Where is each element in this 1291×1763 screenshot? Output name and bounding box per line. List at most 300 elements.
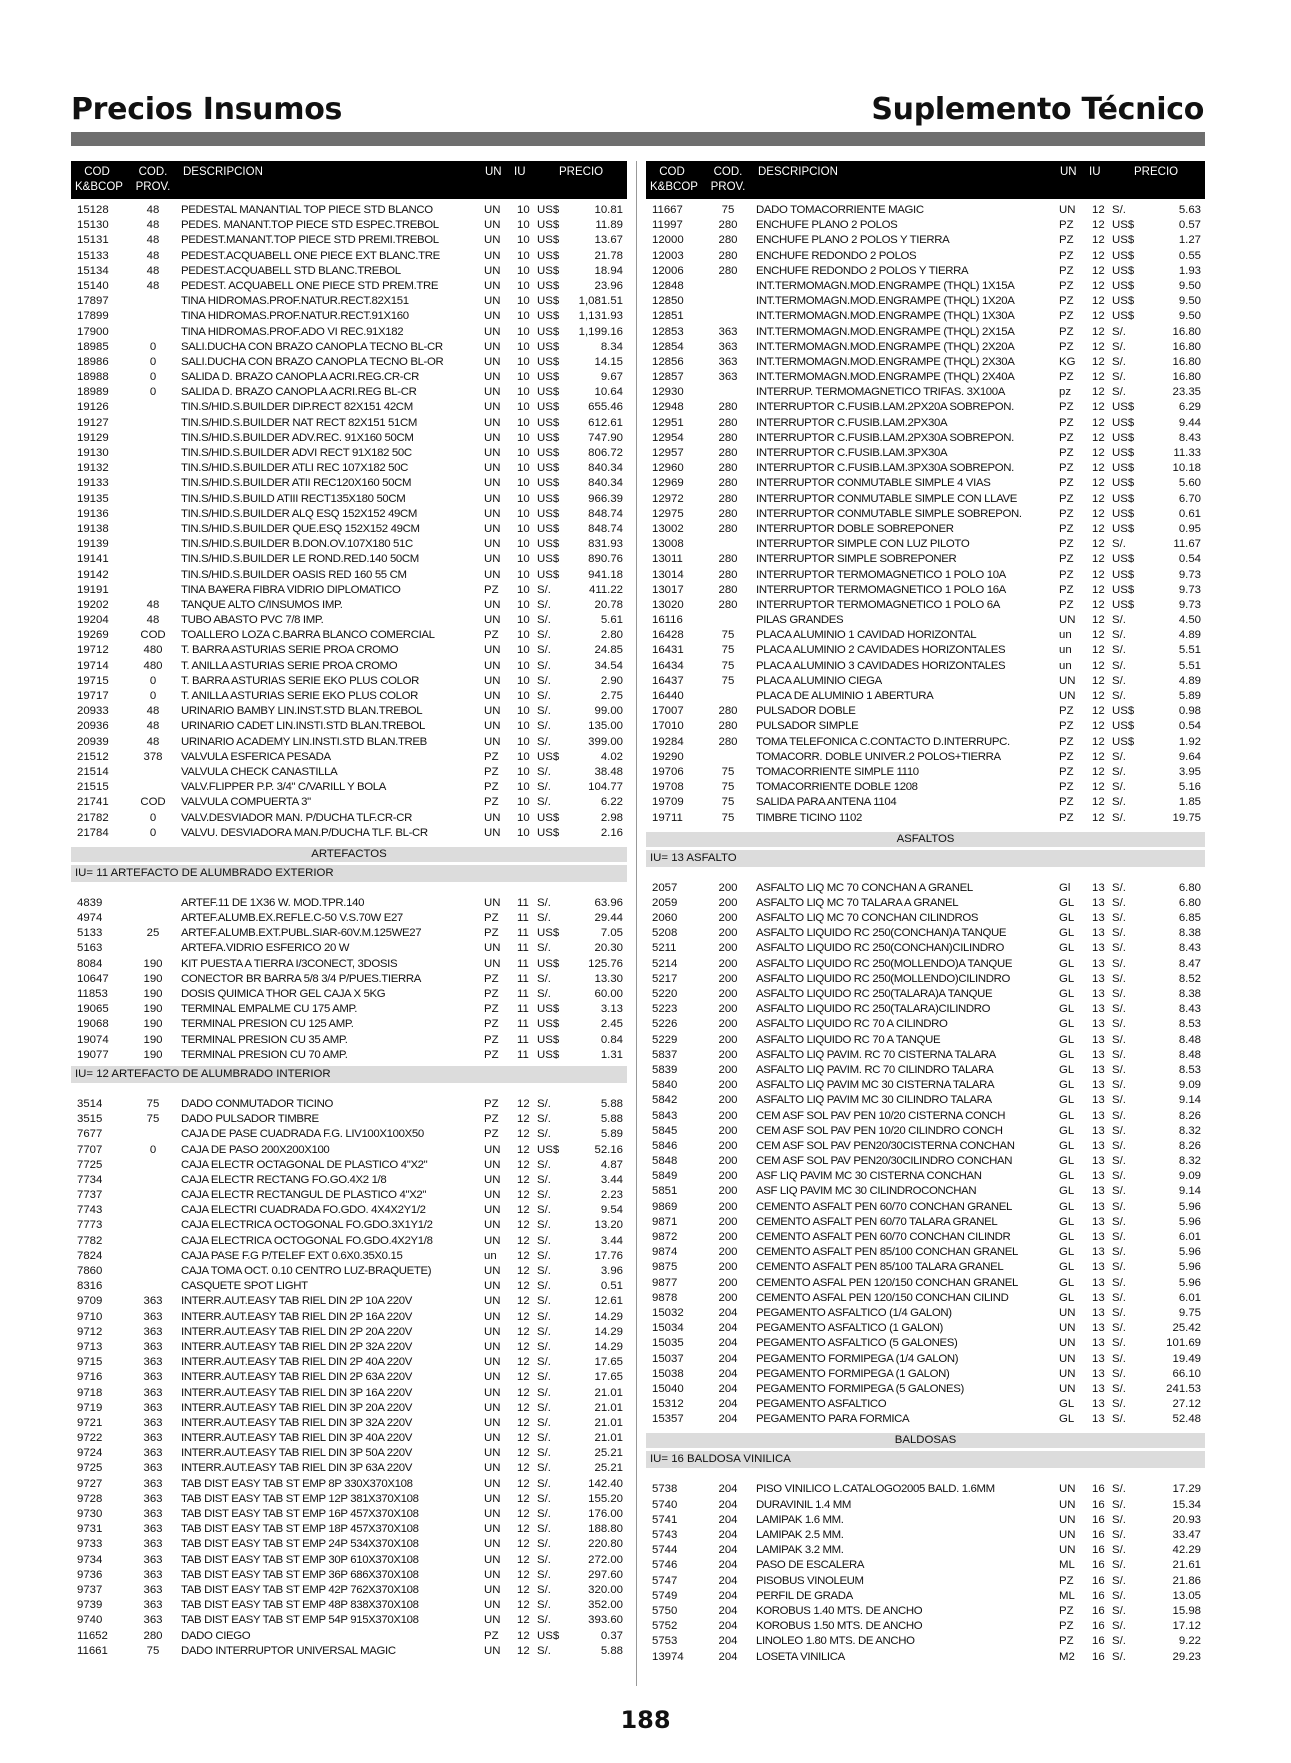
- table-row: [646, 674, 1205, 689]
- currency: US$: [537, 507, 560, 520]
- item-description: CAJA ELECTRICA OCTOGONAL FO.GDO.4X2Y1/8: [181, 1234, 433, 1247]
- item-code: 5839: [652, 1063, 678, 1076]
- provider-code: 363: [718, 340, 738, 353]
- iu-code: 10: [517, 325, 530, 338]
- iu-code: 16: [1092, 1483, 1105, 1496]
- table-row: [71, 218, 627, 233]
- price: 241.53: [1166, 1382, 1201, 1395]
- currency: S/.: [537, 972, 551, 985]
- iu-code: 10: [517, 735, 530, 748]
- iu-code: 12: [517, 1462, 530, 1475]
- iu-code: 13: [1092, 1048, 1105, 1061]
- header-iu: IU: [1089, 166, 1101, 178]
- price: 20.93: [1172, 1513, 1201, 1526]
- currency: US$: [537, 310, 560, 323]
- table-row: [71, 826, 627, 841]
- currency: US$: [1112, 462, 1135, 475]
- currency: S/.: [1112, 1094, 1126, 1107]
- unit: GL: [1059, 1200, 1075, 1213]
- item-description: INTERR.AUT.EASY TAB RIEL DIN 2P 20A 220V: [181, 1325, 413, 1338]
- iu-code: 10: [517, 614, 530, 627]
- unit: UN: [484, 614, 501, 627]
- item-code: 15128: [77, 204, 109, 216]
- unit: PZ: [1059, 401, 1074, 414]
- provider-code: 363: [718, 355, 738, 368]
- price: 3.44: [600, 1234, 623, 1247]
- price: 8.48: [1178, 1033, 1201, 1046]
- provider-code: 280: [718, 401, 738, 414]
- currency: S/.: [1112, 1650, 1126, 1663]
- table-row: [71, 1492, 627, 1507]
- provider-code: 363: [143, 1462, 163, 1475]
- price: 7.05: [600, 927, 623, 940]
- unit: Gl: [1059, 881, 1071, 894]
- item-description: TAB DIST EASY TAB ST EMP 12P 381X370X108: [181, 1492, 419, 1505]
- unit: PZ: [1059, 705, 1074, 718]
- item-description: INT.TERMOMAGN.MOD.ENGRAMPE (THQL) 2X20A: [756, 340, 1015, 353]
- iu-code: 13: [1092, 1109, 1105, 1122]
- subsection-heading: IU= 11 ARTEFACTO DE ALUMBRADO EXTERIOR: [71, 865, 627, 882]
- item-description: INT.TERMOMAGN.MOD.ENGRAMPE (THQL) 2X40A: [756, 371, 1015, 384]
- item-description: PEGAMENTO ASFALTICO (1/4 GALON): [756, 1306, 952, 1319]
- iu-code: 12: [517, 1189, 530, 1202]
- iu-code: 12: [517, 1340, 530, 1353]
- currency: S/.: [1112, 927, 1126, 940]
- iu-code: 12: [517, 1143, 530, 1156]
- item-code: 18986: [77, 355, 109, 368]
- item-code: 5223: [652, 1003, 678, 1016]
- table-row: [71, 1234, 627, 1249]
- iu-code: 12: [517, 1553, 530, 1566]
- table-row: [646, 1634, 1205, 1649]
- item-description: ASFALTO LIQUIDO RC 250(TALARA)CILINDRO: [756, 1003, 991, 1016]
- item-code: 7782: [77, 1234, 103, 1247]
- provider-code: 200: [718, 942, 738, 955]
- item-code: 4974: [77, 912, 103, 925]
- currency: S/.: [1112, 1215, 1126, 1228]
- unit: PZ: [1059, 568, 1074, 581]
- table-row: [71, 400, 627, 415]
- iu-code: 12: [1092, 204, 1105, 216]
- iu-code: 11: [517, 912, 529, 925]
- currency: S/.: [537, 583, 551, 596]
- price: 0.57: [1178, 219, 1201, 232]
- table-row: [71, 1143, 627, 1158]
- item-code: 15140: [77, 279, 109, 292]
- item-description: TAB DIST EASY TAB ST EMP 16P 457X370X108: [181, 1508, 419, 1520]
- currency: S/.: [537, 1158, 551, 1171]
- provider-code: 0: [149, 674, 157, 687]
- table-row: [646, 1367, 1205, 1382]
- item-description: PILAS GRANDES: [756, 614, 844, 627]
- item-description: TIN.S/HID.S.BUILDER ADV.REC. 91X160 50CM: [181, 431, 414, 444]
- provider-code: 204: [718, 1483, 738, 1496]
- unit: UN: [484, 431, 501, 444]
- item-code: 13014: [652, 568, 684, 581]
- iu-code: 16: [1092, 1604, 1105, 1617]
- price: 20.30: [594, 942, 623, 955]
- price: 17.12: [1172, 1620, 1201, 1633]
- item-description: TINA HIDROMAS.PROF.NATUR.RECT.91X160: [181, 310, 409, 323]
- unit: PZ: [1059, 1574, 1074, 1587]
- price: 5.89: [1178, 690, 1201, 702]
- price: 42.29: [1172, 1544, 1201, 1557]
- price: 6.80: [1178, 881, 1201, 894]
- iu-code: 10: [517, 538, 530, 551]
- item-description: PEDEST.MANANT.TOP PIECE STD PREMI.TREBOL: [181, 234, 439, 247]
- currency: US$: [537, 492, 560, 505]
- provider-code: 200: [718, 1124, 738, 1137]
- currency: S/.: [537, 1113, 551, 1126]
- provider-code: 0: [149, 371, 157, 384]
- item-code: 16431: [652, 644, 684, 657]
- item-code: 16440: [652, 690, 684, 702]
- item-description: PLACA ALUMINIO 2 CAVIDADES HORIZONTALES: [756, 644, 1006, 657]
- unit: UN: [484, 234, 501, 247]
- unit: UN: [1059, 1322, 1076, 1335]
- price: 21.01: [594, 1401, 623, 1414]
- iu-code: 12: [1092, 507, 1105, 520]
- item-code: 15038: [652, 1367, 684, 1380]
- table-row: [71, 1355, 627, 1370]
- price: 966.39: [588, 492, 623, 505]
- iu-code: 12: [517, 1492, 530, 1505]
- iu-code: 10: [517, 477, 530, 490]
- unit: UN: [484, 705, 501, 718]
- item-code: 5217: [652, 972, 678, 985]
- item-description: URINARIO BAMBY LIN.INST.STD BLAN.TREBOL: [181, 705, 423, 718]
- iu-code: 10: [517, 781, 530, 794]
- unit: PZ: [484, 972, 499, 985]
- header-cod: COD K&BCOP: [75, 166, 123, 193]
- item-description: PEGAMENTO ASFALTICO: [756, 1398, 887, 1411]
- table-row: [646, 1063, 1205, 1078]
- unit: UN: [1059, 690, 1076, 702]
- table-row: [646, 643, 1205, 658]
- provider-code: 75: [721, 204, 735, 216]
- item-description: INT.TERMOMAGN.MOD.ENGRAMPE (THQL) 1X15A: [756, 279, 1015, 292]
- table-row: [71, 476, 627, 491]
- iu-code: 10: [517, 568, 530, 581]
- unit: PZ: [1059, 249, 1074, 262]
- item-description: ASFALTO LIQUIDO RC 70 A CILINDRO: [756, 1018, 948, 1031]
- currency: S/.: [537, 1568, 551, 1581]
- iu-code: 12: [1092, 431, 1105, 444]
- table-row: [646, 355, 1205, 370]
- price: 6.22: [600, 796, 623, 809]
- unit: PZ: [1059, 447, 1074, 459]
- currency: S/.: [1112, 972, 1126, 985]
- item-code: 11661: [77, 1644, 108, 1657]
- item-description: T. BARRA ASTURIAS SERIE PROA CROMO: [181, 644, 399, 657]
- price: 1.85: [1178, 796, 1201, 809]
- table-row: [71, 1033, 627, 1048]
- unit: PZ: [484, 750, 499, 763]
- item-description: CEMENTO ASFAL PEN 120/150 CONCHAN CILIND: [756, 1291, 1009, 1304]
- item-code: 12930: [652, 386, 684, 399]
- item-code: 21784: [77, 826, 109, 839]
- item-code: 9715: [77, 1356, 103, 1369]
- currency: US$: [537, 401, 560, 414]
- price: 5.96: [1178, 1215, 1201, 1228]
- provider-code: 75: [146, 1644, 160, 1657]
- item-code: 7773: [77, 1219, 103, 1232]
- price: 0.95: [1178, 522, 1201, 535]
- provider-code: 0: [149, 811, 157, 824]
- item-code: 19142: [77, 568, 109, 581]
- price: 8.38: [1178, 988, 1201, 1000]
- table-row: [646, 370, 1205, 385]
- price: 5.96: [1178, 1276, 1201, 1289]
- table-row: [646, 719, 1205, 734]
- price: 99.00: [594, 705, 623, 718]
- item-code: 5750: [652, 1604, 678, 1617]
- iu-code: 12: [1092, 690, 1105, 702]
- item-code: 8316: [77, 1280, 103, 1293]
- provider-code: 200: [718, 1215, 738, 1228]
- price: 13.30: [594, 972, 623, 985]
- table-row: [71, 987, 627, 1002]
- unit: UN: [1059, 614, 1076, 627]
- provider-code: 0: [149, 690, 157, 702]
- iu-code: 13: [1092, 1398, 1105, 1411]
- iu-code: 10: [517, 279, 530, 292]
- unit: UN: [1059, 674, 1076, 687]
- item-description: TANQUE ALTO C/INSUMOS IMP.: [181, 598, 343, 611]
- item-description: INT.TERMOMAGN.MOD.ENGRAMPE (THQL) 1X30A: [756, 310, 1015, 323]
- table-row: [646, 1230, 1205, 1245]
- currency: US$: [537, 219, 560, 232]
- currency: US$: [1112, 568, 1135, 581]
- iu-code: 11: [517, 972, 529, 985]
- iu-code: 12: [517, 1173, 530, 1186]
- price: 16.80: [1172, 325, 1201, 338]
- item-code: 7743: [77, 1204, 103, 1217]
- price: 9.14: [1178, 1185, 1201, 1198]
- iu-code: 16: [1092, 1513, 1105, 1526]
- item-code: 9709: [77, 1295, 103, 1308]
- unit: PZ: [1059, 492, 1074, 505]
- price: 5.61: [600, 614, 623, 627]
- unit: KG: [1059, 355, 1076, 368]
- item-description: INTERRUP. TERMOMAGNETICO TRIFAS. 3X100A: [756, 386, 1006, 399]
- iu-code: 13: [1092, 1003, 1105, 1016]
- currency: S/.: [537, 1508, 551, 1520]
- table-row: [71, 957, 627, 972]
- item-code: 9713: [77, 1340, 103, 1353]
- unit: UN: [1059, 1367, 1076, 1380]
- table-row: [646, 750, 1205, 765]
- iu-code: 13: [1092, 896, 1105, 909]
- currency: S/.: [1112, 1276, 1126, 1289]
- price: 19.75: [1172, 811, 1201, 824]
- iu-code: 12: [1092, 659, 1105, 672]
- table-row: [71, 1583, 627, 1598]
- item-description: TAB DIST EASY TAB ST EMP 54P 915X370X108: [181, 1614, 419, 1627]
- provider-code: 200: [718, 927, 738, 940]
- unit: UN: [484, 1265, 501, 1277]
- item-description: TAB DIST EASY TAB ST EMP 48P 838X370X108: [181, 1599, 419, 1612]
- unit: UN: [484, 896, 501, 909]
- provider-code: 204: [718, 1513, 738, 1526]
- currency: S/.: [1112, 1261, 1126, 1274]
- item-code: 12969: [652, 477, 684, 490]
- provider-code: 200: [718, 1291, 738, 1304]
- price: 840.34: [588, 462, 623, 475]
- currency: S/.: [537, 1386, 551, 1399]
- item-description: T. ANILLA ASTURIAS SERIE PROA CROMO: [181, 659, 398, 672]
- iu-code: 10: [517, 431, 530, 444]
- iu-code: 12: [1092, 492, 1105, 505]
- item-description: INTERR.AUT.EASY TAB RIEL DIN 2P 16A 220V: [181, 1310, 413, 1323]
- unit: UN: [1059, 1352, 1076, 1365]
- currency: US$: [1112, 234, 1135, 247]
- provider-code: 48: [146, 735, 160, 748]
- price: 3.44: [600, 1173, 623, 1186]
- table-row: [646, 1215, 1205, 1230]
- provider-code: 363: [143, 1508, 163, 1520]
- table-row: [71, 704, 627, 719]
- unit: GL: [1059, 1170, 1075, 1183]
- iu-code: 10: [517, 826, 530, 839]
- item-description: INTERRUPTOR C.FUSIB.LAM.2PX30A SOBREPON.: [756, 431, 1014, 444]
- iu-code: 12: [517, 1538, 530, 1551]
- unit: UN: [484, 1356, 501, 1369]
- currency: US$: [1112, 219, 1135, 232]
- provider-code: 480: [143, 644, 163, 657]
- table-row: [71, 385, 627, 400]
- table-row: [71, 1112, 627, 1127]
- unit: PZ: [484, 912, 499, 925]
- iu-code: 10: [517, 811, 530, 824]
- currency: US$: [1112, 477, 1135, 490]
- currency: S/.: [1112, 1322, 1126, 1335]
- item-description: SALI.DUCHA CON BRAZO CANOPLA TECNO BL-OR: [181, 355, 444, 368]
- provider-code: 48: [146, 279, 160, 292]
- item-code: 4839: [77, 896, 103, 909]
- item-code: 9869: [652, 1200, 678, 1213]
- table-row: [71, 446, 627, 461]
- iu-code: 12: [1092, 249, 1105, 262]
- table-row: [646, 704, 1205, 719]
- currency: S/.: [537, 1356, 551, 1369]
- table-row: [71, 689, 627, 704]
- header-descripcion: DESCRIPCION: [758, 166, 838, 178]
- item-description: KIT PUESTA A TIERRA I/3CONECT, 3DOSIS: [181, 957, 398, 970]
- unit: PZ: [1059, 507, 1074, 520]
- item-code: 3514: [77, 1097, 103, 1110]
- table-row: [646, 218, 1205, 233]
- iu-code: 12: [1092, 629, 1105, 642]
- price: 16.80: [1172, 371, 1201, 384]
- table-row: [646, 294, 1205, 309]
- currency: US$: [537, 447, 560, 459]
- unit: GL: [1059, 1018, 1075, 1031]
- table-row: [646, 431, 1205, 446]
- item-code: 17010: [652, 720, 684, 733]
- iu-code: 12: [1092, 447, 1105, 459]
- item-description: CAJA ELECTR OCTAGONAL DE PLASTICO 4"X2": [181, 1158, 428, 1171]
- provider-code: 363: [143, 1401, 163, 1414]
- unit: PZ: [484, 1018, 499, 1031]
- provider-code: 363: [143, 1310, 163, 1323]
- item-code: 19135: [77, 492, 109, 505]
- iu-code: 10: [517, 355, 530, 368]
- item-description: ARTEF.ALUMB.EX.REFLE.C-50 V.S.70W E27: [181, 912, 403, 925]
- item-description: CAJA PASE F.G P/TELEF EXT 0.6X0.35X0.15: [181, 1249, 403, 1262]
- price: 29.23: [1172, 1650, 1201, 1663]
- provider-code: 200: [718, 1094, 738, 1107]
- price: 188.80: [588, 1523, 623, 1536]
- price: 38.48: [594, 765, 623, 778]
- iu-code: 13: [1092, 1185, 1105, 1198]
- item-code: 5848: [652, 1155, 678, 1168]
- item-code: 12960: [652, 462, 684, 475]
- table-row: [71, 941, 627, 956]
- iu-code: 11: [517, 1033, 529, 1046]
- iu-code: 16: [1092, 1529, 1105, 1541]
- item-description: TAB DIST EASY TAB ST EMP 36P 686X370X108: [181, 1568, 419, 1581]
- price: 29.44: [594, 912, 623, 925]
- unit: GL: [1059, 1398, 1075, 1411]
- table-row: [71, 1477, 627, 1492]
- provider-code: 204: [718, 1604, 738, 1617]
- unit: PZ: [484, 781, 499, 794]
- unit: PZ: [1059, 264, 1074, 277]
- item-code: 12857: [652, 371, 684, 384]
- item-description: CAJA DE PASO 200X200X100: [181, 1143, 330, 1156]
- iu-code: 13: [1092, 1291, 1105, 1304]
- table-row: [646, 1139, 1205, 1154]
- table-row: [71, 568, 627, 583]
- item-description: INTERRUPTOR C.FUSIB.LAM.3PX30A SOBREPON.: [756, 462, 1014, 475]
- unit: PZ: [1059, 598, 1074, 611]
- currency: S/.: [1112, 781, 1126, 794]
- iu-code: 16: [1092, 1620, 1105, 1633]
- price: 21.78: [594, 249, 623, 262]
- currency: S/.: [1112, 386, 1126, 399]
- provider-code: 200: [718, 1185, 738, 1198]
- table-row: [646, 1109, 1205, 1124]
- price: 848.74: [588, 507, 623, 520]
- item-code: 9872: [652, 1231, 678, 1243]
- provider-code: 363: [143, 1599, 163, 1612]
- item-code: 11997: [652, 219, 683, 232]
- unit: UN: [484, 1189, 501, 1202]
- provider-code: 190: [143, 972, 163, 985]
- provider-code: 48: [146, 720, 160, 733]
- item-description: URINARIO ACADEMY LIN.INSTI.STD BLAN.TREB: [181, 735, 427, 748]
- unit: GL: [1059, 972, 1075, 985]
- unit: PZ: [1059, 781, 1074, 794]
- item-description: TIN.S/HID.S.BUILD ATIII RECT135X180 50CM: [181, 492, 406, 505]
- price: 272.00: [588, 1553, 623, 1566]
- price: 142.40: [588, 1477, 623, 1490]
- provider-code: 363: [143, 1325, 163, 1338]
- unit: UN: [484, 811, 501, 824]
- table-row: [646, 628, 1205, 643]
- item-code: 9727: [77, 1477, 103, 1490]
- page-number: 188: [620, 1706, 671, 1734]
- item-code: 11667: [652, 204, 683, 216]
- iu-code: 13: [1092, 881, 1105, 894]
- item-description: CAJA DE PASE CUADRADA F.G. LIV100X100X50: [181, 1128, 424, 1141]
- item-description: TIN.S/HID.S.BUILDER DIP.RECT 82X151 42CM: [181, 401, 413, 414]
- table-row: [646, 1154, 1205, 1169]
- table-row: [71, 552, 627, 567]
- item-description: SALIDA D. BRAZO CANOPLA ACRI.REG BL-CR: [181, 386, 417, 399]
- item-code: 15134: [77, 264, 109, 277]
